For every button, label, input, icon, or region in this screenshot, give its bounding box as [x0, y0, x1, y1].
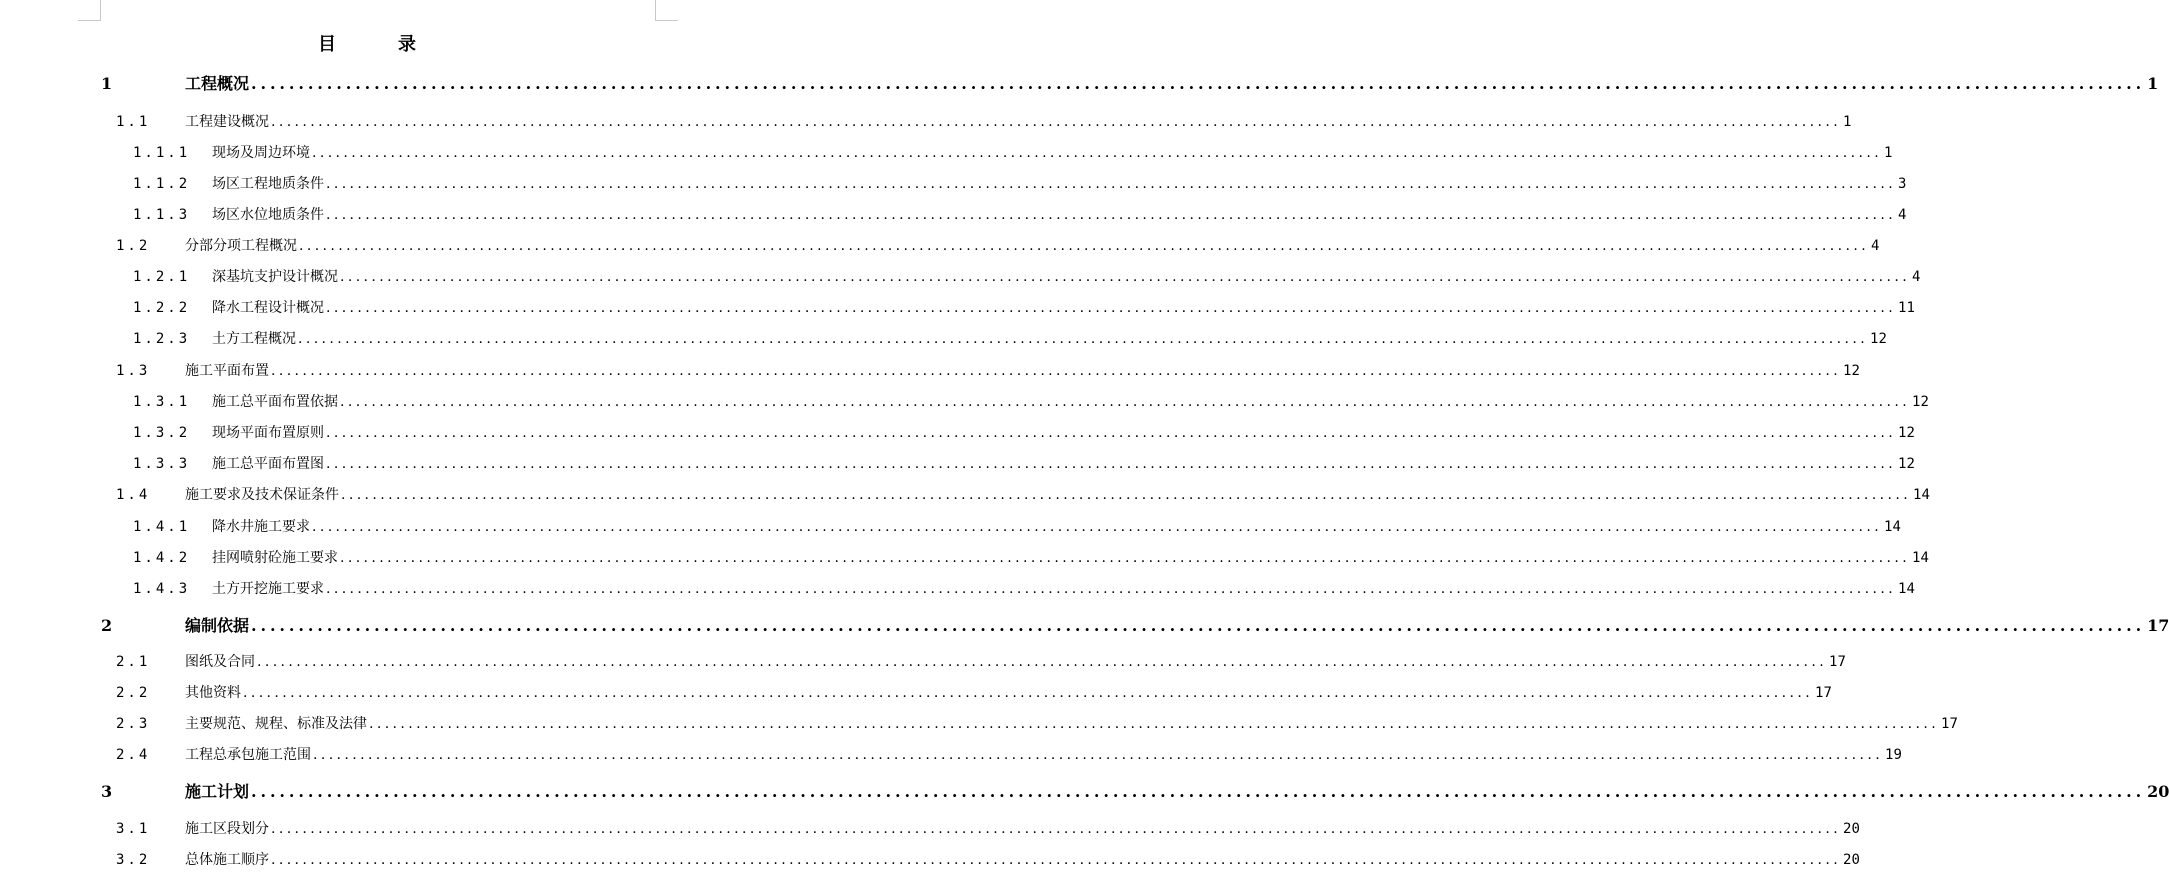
- toc-title: 目 录: [318, 34, 438, 55]
- toc-dot-leader: ........................................................................................................................................................................................................: [313, 747, 1884, 763]
- toc-entry-number: 1.4.3: [133, 581, 191, 597]
- toc-entry-number: 1.3.3: [133, 456, 191, 472]
- toc-entry-body: [212, 391, 1929, 413]
- toc-entry-text: 施工总平面布置依据: [212, 394, 338, 410]
- toc-dot-leader: ........................................................................................................................................................................................................: [271, 363, 1842, 379]
- toc-entry-body: [185, 360, 1860, 382]
- toc-entry-number: 3.2: [116, 852, 151, 868]
- toc-entry[interactable]: [0, 235, 1880, 257]
- toc-entry-number: 1.4.1: [133, 519, 191, 535]
- toc-entry-number: 2.1: [116, 654, 151, 670]
- toc-dot-leader: ........................................................................................................................................................................................................: [251, 616, 2146, 635]
- toc-entry-text: 深基坑支护设计概况: [212, 269, 338, 285]
- toc-entry-number: 1.2.3: [133, 331, 191, 347]
- toc-dot-leader: ........................................................................................................................................................................................................: [271, 852, 1842, 868]
- toc-entry[interactable]: [0, 484, 1930, 506]
- toc-entry-text: 施工平面布置: [185, 363, 269, 379]
- toc-entry-text: 场区工程地质条件: [212, 176, 324, 192]
- toc-entry[interactable]: [0, 111, 1852, 133]
- toc-entry[interactable]: [0, 453, 1915, 475]
- toc-entry-page: 20: [2147, 782, 2169, 801]
- toc-entry-body: [185, 484, 1930, 506]
- toc-entry[interactable]: [0, 204, 1907, 226]
- toc-entry-text: 编制依据: [185, 616, 250, 635]
- toc-dot-leader: ........................................................................................................................................................................................................: [298, 331, 1869, 347]
- toc-entry-text: 工程建设概况: [185, 114, 269, 130]
- toc-entry-text: 现场平面布置原则: [212, 425, 324, 441]
- toc-entry-text: 工程总承包施工范围: [185, 747, 311, 763]
- toc-entry-number: 1.4: [116, 487, 151, 503]
- toc-entry-text: 挂网喷射砼施工要求: [212, 550, 338, 566]
- toc-entry-body: [185, 71, 2159, 97]
- toc-entry-number: 1.3.1: [133, 394, 191, 410]
- toc-entry-page: 3: [1898, 176, 1907, 192]
- toc-entry-text: 土方工程概况: [212, 331, 296, 347]
- toc-dot-leader: ........................................................................................................................................................................................................: [326, 425, 1897, 441]
- toc-entry[interactable]: [0, 266, 1921, 288]
- toc-entry-body: [212, 204, 1907, 226]
- toc-entry-text: 主要规范、规程、标准及法律: [185, 716, 367, 732]
- toc-entry-text: 其他资料: [185, 685, 241, 701]
- toc-entry-page: 17: [1815, 685, 1832, 701]
- toc-dot-leader: ........................................................................................................................................................................................................: [243, 685, 1814, 701]
- toc-entry[interactable]: [0, 297, 1915, 319]
- toc-entry-text: 施工总平面布置图: [212, 456, 324, 472]
- toc-entry[interactable]: [0, 682, 1832, 704]
- toc-entry-body: [212, 328, 1887, 350]
- toc-entry-number: 3: [101, 782, 113, 801]
- toc-entry-text: 土方开挖施工要求: [212, 581, 324, 597]
- toc-entry-page: 12: [1898, 456, 1915, 472]
- toc-entry[interactable]: [0, 744, 1902, 766]
- toc-entry-page: 20: [1843, 821, 1860, 837]
- toc-entry-number: 1.4.2: [133, 550, 191, 566]
- toc-entry-text: 降水工程设计概况: [212, 300, 324, 316]
- toc-dot-leader: ........................................................................................................................................................................................................: [369, 716, 1940, 732]
- toc-entry[interactable]: [0, 651, 1846, 673]
- toc-dot-leader: ........................................................................................................................................................................................................: [326, 300, 1897, 316]
- toc-entry-page: 20: [1843, 852, 1860, 868]
- toc-entry-body: [212, 453, 1915, 475]
- toc-entry[interactable]: [0, 71, 2159, 97]
- toc-entry-number: 1.1.1: [133, 145, 191, 161]
- toc-entry-page: 12: [1912, 394, 1929, 410]
- toc-entry-number: 1.3: [116, 363, 151, 379]
- toc-dot-leader: ........................................................................................................................................................................................................: [251, 782, 2146, 801]
- toc-entry-body: [185, 849, 1860, 871]
- toc-entry-text: 图纸及合同: [185, 654, 255, 670]
- toc-entry-number: 1.2.1: [133, 269, 191, 285]
- toc-entry-text: 总体施工顺序: [185, 852, 269, 868]
- toc-entry-page: 19: [1885, 747, 1902, 763]
- toc-dot-leader: ........................................................................................................................................................................................................: [326, 456, 1897, 472]
- toc-entry-text: 施工区段划分: [185, 821, 269, 837]
- toc-entry-number: 3.1: [116, 821, 151, 837]
- toc-entry-number: 2.4: [116, 747, 151, 763]
- toc-entry-body: [212, 547, 1929, 569]
- toc-entry-page: 12: [1870, 331, 1887, 347]
- toc-entry[interactable]: [0, 547, 1929, 569]
- toc-entry-body: [212, 266, 1921, 288]
- toc-entry[interactable]: [0, 142, 1893, 164]
- toc-entry-body: [185, 779, 2169, 805]
- toc-entry-number: 1.1: [116, 114, 151, 130]
- toc-entry[interactable]: [0, 849, 1860, 871]
- toc-entry-page: 11: [1898, 300, 1915, 316]
- toc-entry-body: [185, 235, 1880, 257]
- toc-dot-leader: ........................................................................................................................................................................................................: [340, 269, 1911, 285]
- toc-entry-body: [212, 297, 1915, 319]
- toc-dot-leader: ........................................................................................................................................................................................................: [326, 581, 1897, 597]
- toc-entry-page: 1: [1843, 114, 1852, 130]
- toc-entry[interactable]: [0, 391, 1929, 413]
- toc-dot-leader: ........................................................................................................................................................................................................: [312, 519, 1883, 535]
- toc-entry-text: 工程概况: [185, 74, 250, 93]
- toc-entry-page: 1: [2147, 74, 2159, 93]
- toc-entry[interactable]: [0, 713, 1958, 735]
- toc-entry-body: [212, 578, 1915, 600]
- toc-entry-page: 17: [2147, 616, 2169, 635]
- toc-entry-text: 场区水位地质条件: [212, 207, 324, 223]
- toc-entry-number: 1.1.3: [133, 207, 191, 223]
- toc-dot-leader: ........................................................................................................................................................................................................: [299, 238, 1870, 254]
- toc-dot-leader: ........................................................................................................................................................................................................: [326, 207, 1897, 223]
- toc-entry-text: 施工要求及技术保证条件: [185, 487, 339, 503]
- toc-entry-text: 分部分项工程概况: [185, 238, 297, 254]
- toc-entry-text: 施工计划: [185, 782, 250, 801]
- toc-entry[interactable]: [0, 328, 1887, 350]
- toc-entry-page: 14: [1912, 550, 1929, 566]
- toc-entry-body: [212, 142, 1893, 164]
- toc-dot-leader: ........................................................................................................................................................................................................: [341, 487, 1912, 503]
- toc-entry-page: 4: [1898, 207, 1907, 223]
- toc-entry-page: 17: [1941, 716, 1958, 732]
- toc-entry-page: 12: [1843, 363, 1860, 379]
- toc-entry-number: 1.3.2: [133, 425, 191, 441]
- toc-dot-leader: ........................................................................................................................................................................................................: [251, 74, 2146, 93]
- toc-entry-body: [185, 651, 1846, 673]
- toc-entry-body: [212, 516, 1901, 538]
- toc-entry[interactable]: [0, 818, 1860, 840]
- toc-entry[interactable]: [0, 613, 2169, 639]
- toc-entry-page: 17: [1829, 654, 1846, 670]
- toc-entry-page: 14: [1898, 581, 1915, 597]
- toc-dot-leader: ........................................................................................................................................................................................................: [257, 654, 1828, 670]
- toc-entry-number: 1: [101, 74, 113, 93]
- toc-entry[interactable]: [0, 173, 1907, 195]
- toc-entry-body: [185, 682, 1832, 704]
- toc-dot-leader: ........................................................................................................................................................................................................: [271, 821, 1842, 837]
- toc-dot-leader: ........................................................................................................................................................................................................: [326, 176, 1897, 192]
- toc-entry[interactable]: [0, 360, 1860, 382]
- toc-entry-page: 1: [1884, 145, 1893, 161]
- toc-entry[interactable]: [0, 516, 1901, 538]
- toc-entry-text: 现场及周边环境: [212, 145, 310, 161]
- toc-entry-body: [185, 111, 1852, 133]
- toc-entry[interactable]: [0, 422, 1915, 444]
- toc-entry-page: 4: [1912, 269, 1921, 285]
- toc-dot-leader: ........................................................................................................................................................................................................: [340, 550, 1911, 566]
- toc-dot-leader: ........................................................................................................................................................................................................: [271, 114, 1842, 130]
- toc-entry-page: 14: [1913, 487, 1930, 503]
- toc-entry-body: [212, 422, 1915, 444]
- toc-entry-number: 1.1.2: [133, 176, 191, 192]
- toc-entry-number: 2: [101, 616, 113, 635]
- toc-dot-leader: ........................................................................................................................................................................................................: [312, 145, 1883, 161]
- toc-entry-body: [212, 173, 1907, 195]
- toc-entry-number: 2.3: [116, 716, 151, 732]
- toc-entry-page: 12: [1898, 425, 1915, 441]
- toc-dot-leader: ........................................................................................................................................................................................................: [340, 394, 1911, 410]
- toc-entry-body: [185, 818, 1860, 840]
- toc-entry[interactable]: [0, 578, 1915, 600]
- toc-entry-body: [185, 713, 1958, 735]
- toc-entry-number: 2.2: [116, 685, 151, 701]
- toc-entry-body: [185, 613, 2169, 639]
- toc-entry-number: 1.2.2: [133, 300, 191, 316]
- toc-entry-page: 4: [1871, 238, 1880, 254]
- toc-entry-text: 降水井施工要求: [212, 519, 310, 535]
- toc-entry-number: 1.2: [116, 238, 151, 254]
- toc-entry[interactable]: [0, 779, 2169, 805]
- toc-entry-page: 14: [1884, 519, 1901, 535]
- toc-entry-body: [185, 744, 1902, 766]
